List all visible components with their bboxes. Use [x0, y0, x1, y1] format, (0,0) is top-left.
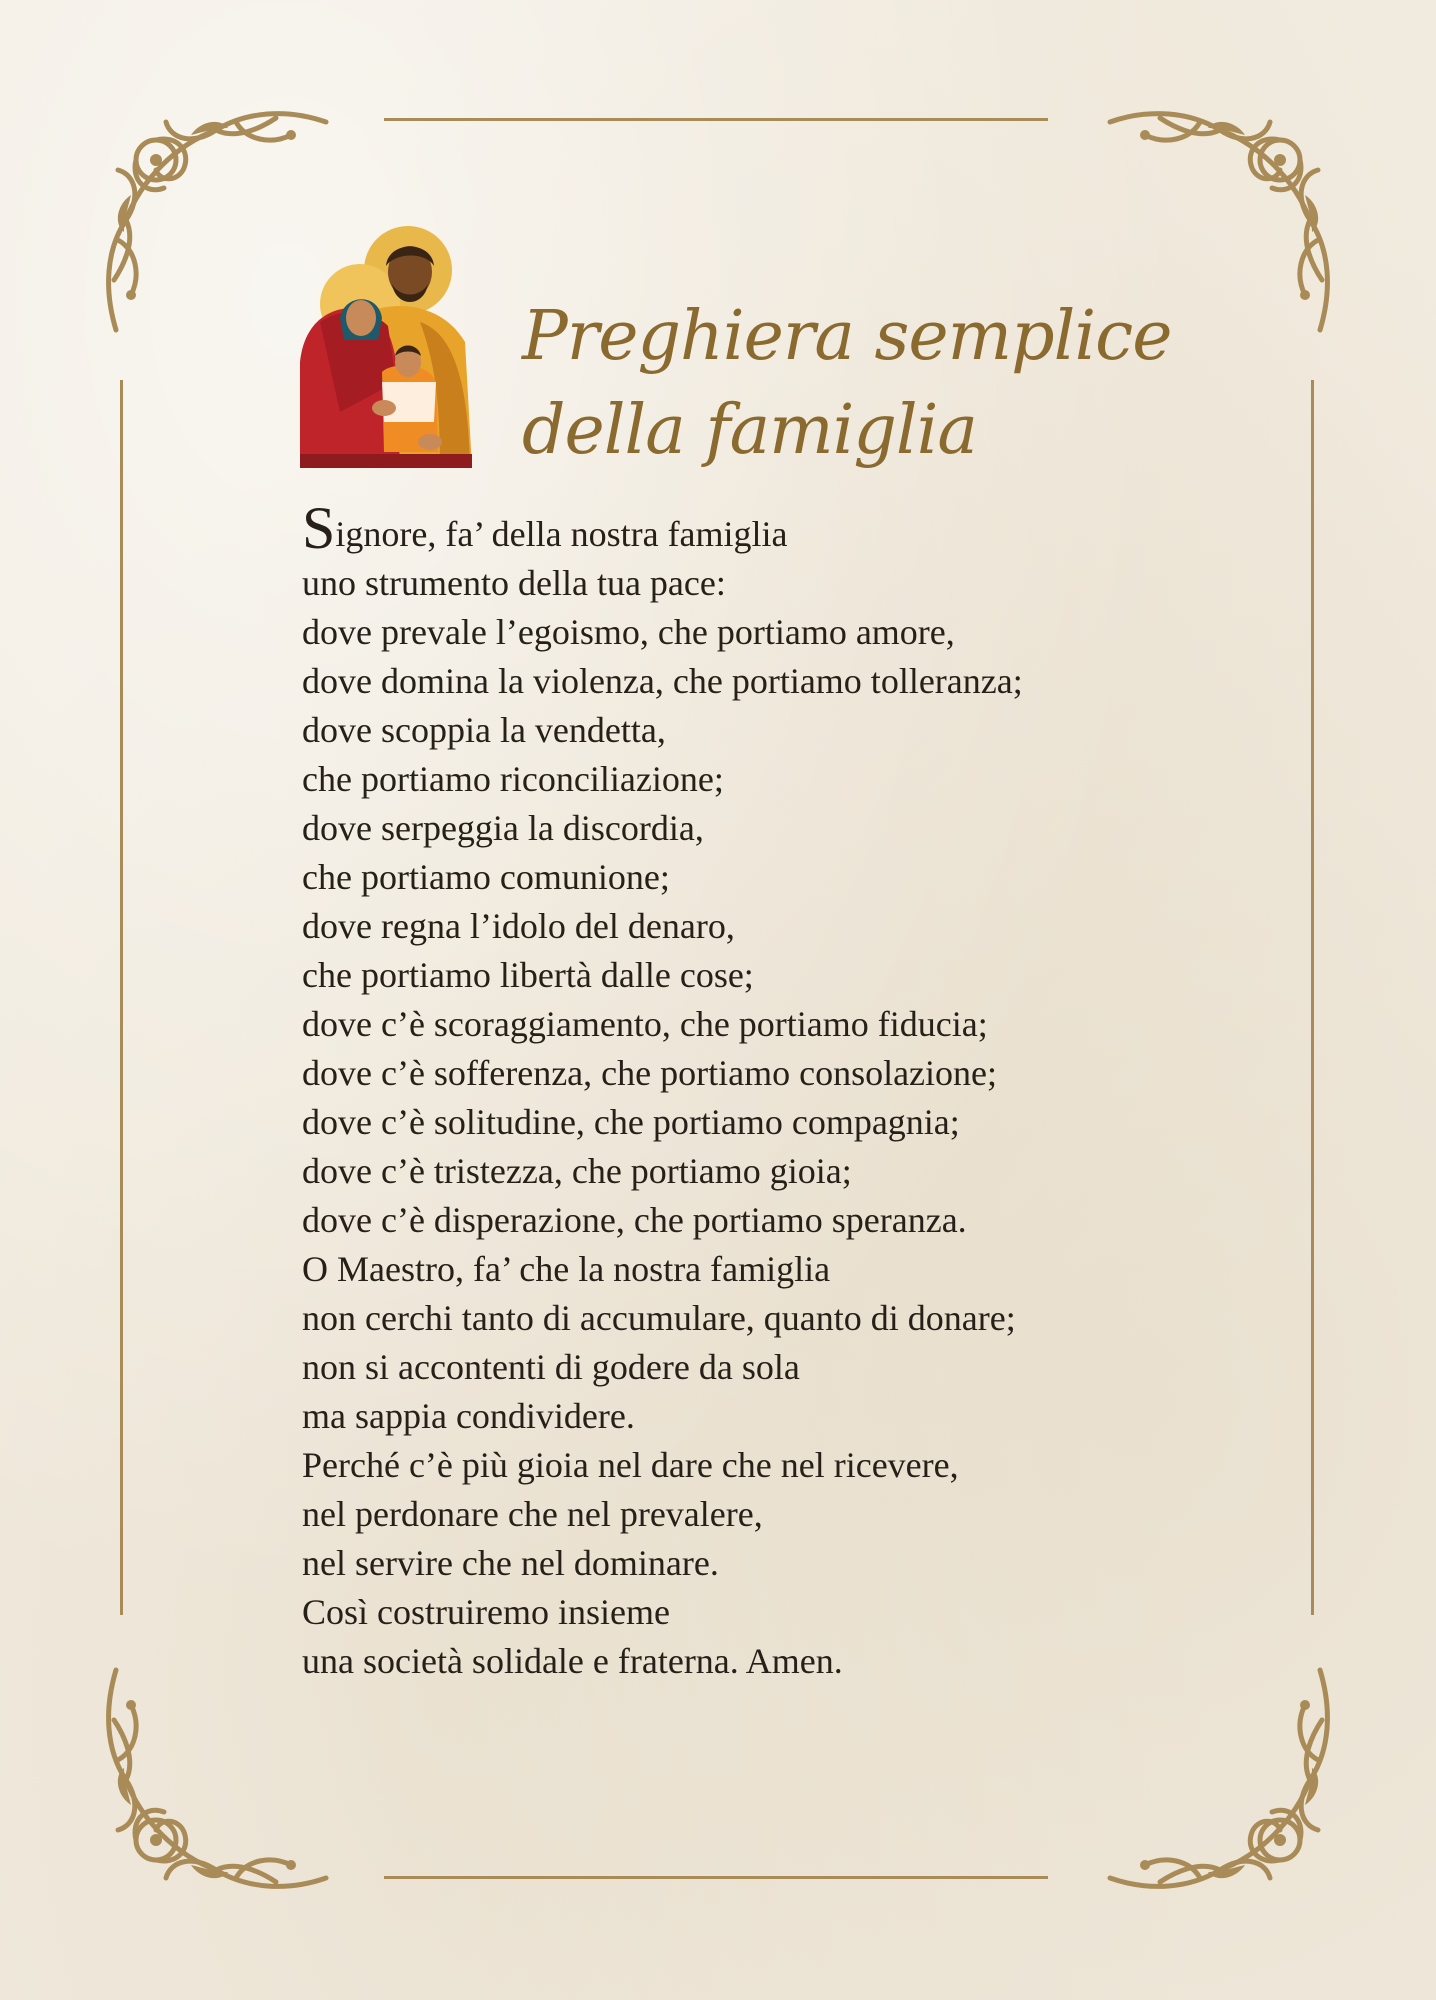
prayer-line: dove c’è scoraggiamento, che portiamo fiducia; — [302, 1004, 988, 1044]
prayer-line: dove c’è tristezza, che portiamo gioia; — [302, 1151, 852, 1191]
prayer-line: dove c’è solitudine, che portiamo compagnia; — [302, 1102, 960, 1142]
holy-family-icon — [300, 222, 472, 468]
drop-cap: S — [302, 495, 336, 561]
prayer-first-line-text: ignore, fa’ della nostra famiglia — [335, 514, 788, 554]
prayer-line: dove domina la violenza, che portiamo tolleranza; — [302, 661, 1023, 701]
prayer-line: nel perdonare che nel prevalere, — [302, 1494, 763, 1534]
corner-ornament-bottom-left-icon — [96, 1650, 346, 1900]
corner-ornament-bottom-right-icon — [1090, 1650, 1340, 1900]
prayer-line: che portiamo riconciliazione; — [302, 759, 724, 799]
prayer-line: non cerchi tanto di accumulare, quanto di donare; — [302, 1298, 1016, 1338]
prayer-line: dove c’è disperazione, che portiamo speranza. — [302, 1200, 967, 1240]
frame-bottom-rule — [384, 1876, 1048, 1879]
frame-left-rule — [120, 380, 123, 1615]
prayer-line: dove prevale l’egoismo, che portiamo amore, — [302, 612, 955, 652]
prayer-title — [522, 290, 1222, 478]
prayer-line: O Maestro, fa’ che la nostra famiglia — [302, 1249, 831, 1289]
frame-right-rule — [1311, 380, 1314, 1615]
prayer-line: uno strumento della tua pace: — [302, 563, 726, 603]
prayer-line: dove serpeggia la discordia, — [302, 808, 704, 848]
frame-top-rule — [384, 118, 1048, 121]
title-line-2: della famiglia — [522, 391, 977, 470]
prayer-line: dove c’è sofferenza, che portiamo consolazione; — [302, 1053, 998, 1093]
prayer-line: ma sappia condividere. — [302, 1396, 635, 1436]
prayer-line: dove scoppia la vendetta, — [302, 710, 666, 750]
prayer-line: che portiamo libertà dalle cose; — [302, 955, 754, 995]
prayer-line: nel servire che nel dominare. — [302, 1543, 719, 1583]
prayer-line: non si accontenti di godere da sola — [302, 1347, 800, 1387]
prayer-line: Perché c’è più gioia nel dare che nel ricevere, — [302, 1445, 959, 1485]
prayer-line: dove regna l’idolo del denaro, — [302, 906, 735, 946]
title-line-1: Preghiera semplice — [522, 297, 1172, 376]
prayer-line-0 — [302, 495, 1282, 561]
prayer-line: una società solidale e fraterna. Amen. — [302, 1641, 843, 1681]
prayer-line: Così costruiremo insieme — [302, 1592, 670, 1632]
prayer-body — [302, 495, 1282, 1686]
prayer-line: che portiamo comunione; — [302, 857, 670, 897]
